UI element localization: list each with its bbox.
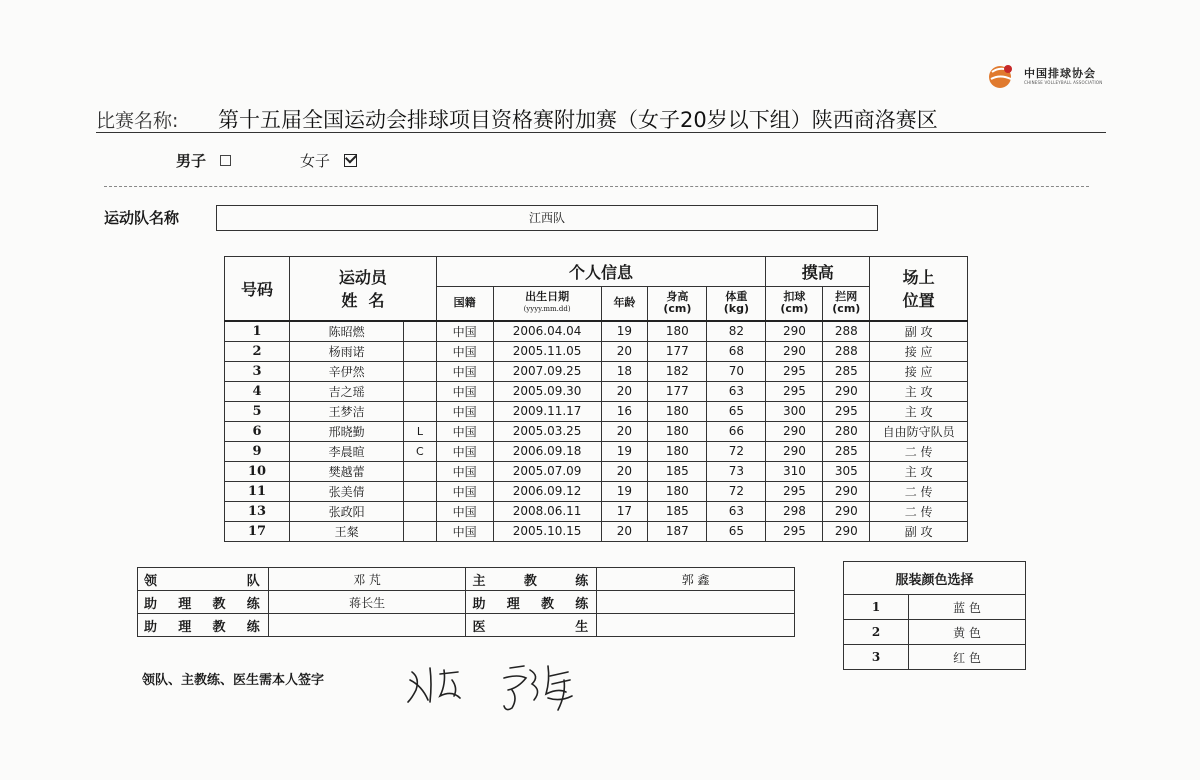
player-birth-date: 2006.09.12 <box>493 481 601 501</box>
gender-male-label: 男子 <box>176 152 207 170</box>
color-option-2-number: 2 <box>844 620 909 645</box>
player-spike-reach: 290 <box>766 421 823 441</box>
header-block <box>823 287 870 321</box>
player-position: 主 攻 <box>870 461 968 481</box>
player-birth-date: 2006.04.04 <box>493 321 601 342</box>
player-block-reach: 285 <box>823 441 870 461</box>
player-weight: 73 <box>707 461 766 481</box>
asst-coach-value-1[interactable]: 蒋长生 <box>268 591 466 614</box>
player-nationality: 中国 <box>436 341 493 361</box>
player-number: 2 <box>225 341 290 361</box>
player-number: 13 <box>225 501 290 521</box>
header-position <box>870 257 968 321</box>
player-spike-reach: 290 <box>766 341 823 361</box>
gender-female-label: 女子 <box>300 152 331 170</box>
header-weight-l1: 体重 <box>725 290 748 304</box>
player-height: 177 <box>648 381 707 401</box>
male-checkbox[interactable] <box>220 155 231 166</box>
head-coach-label: 主教练 <box>466 568 597 591</box>
header-age: 年龄 <box>601 287 648 321</box>
player-nationality: 中国 <box>436 421 493 441</box>
player-block-reach: 280 <box>823 421 870 441</box>
competition-name: 第十五届全国运动会排球项目资格赛附加赛（女子20岁以下组）陕西商洛赛区 <box>218 108 938 132</box>
header-weight <box>707 287 766 321</box>
player-name: 李晨暄 <box>290 441 404 461</box>
player-height: 185 <box>648 501 707 521</box>
player-nationality: 中国 <box>436 481 493 501</box>
player-height: 180 <box>648 481 707 501</box>
player-role-mark <box>404 501 437 521</box>
color-option-2[interactable]: 黄 色 <box>909 620 1026 645</box>
player-age: 20 <box>601 421 648 441</box>
player-weight: 82 <box>707 321 766 342</box>
player-weight: 65 <box>707 521 766 541</box>
table-row <box>225 441 968 461</box>
signature-note: 领队、主教练、医生需本人签字 <box>142 673 325 688</box>
player-birth-date: 2007.09.25 <box>493 361 601 381</box>
player-birth-date: 2009.11.17 <box>493 401 601 421</box>
player-number: 6 <box>225 421 290 441</box>
asst-coach-label-1: 助理教练 <box>138 591 269 614</box>
player-block-reach: 295 <box>823 401 870 421</box>
player-spike-reach: 295 <box>766 361 823 381</box>
asst-coach-value-right[interactable] <box>597 591 795 614</box>
player-role-mark <box>404 521 437 541</box>
player-name: 陈昭燃 <box>290 321 404 342</box>
player-role-mark <box>404 321 437 342</box>
player-birth-date: 2008.06.11 <box>493 501 601 521</box>
competition-line <box>96 104 1106 133</box>
player-nationality: 中国 <box>436 401 493 421</box>
player-weight: 66 <box>707 421 766 441</box>
player-role-mark: L <box>404 421 437 441</box>
player-weight: 63 <box>707 381 766 401</box>
header-block-l1: 拦网 <box>835 290 858 304</box>
asst-coach-value-2[interactable] <box>268 614 466 637</box>
player-number: 5 <box>225 401 290 421</box>
roster-table <box>224 256 968 542</box>
player-height: 180 <box>648 401 707 421</box>
player-name: 王梦洁 <box>290 401 404 421</box>
player-age: 20 <box>601 341 648 361</box>
player-name: 张政阳 <box>290 501 404 521</box>
leader-label: 领队 <box>138 568 269 591</box>
table-row <box>225 481 968 501</box>
asst-coach-label-2: 助理教练 <box>138 614 269 637</box>
player-block-reach: 285 <box>823 361 870 381</box>
player-weight: 65 <box>707 401 766 421</box>
player-spike-reach: 290 <box>766 441 823 461</box>
roster-body <box>225 321 968 542</box>
player-height: 182 <box>648 361 707 381</box>
staff-table <box>137 567 795 637</box>
player-block-reach: 290 <box>823 481 870 501</box>
player-age: 19 <box>601 321 648 342</box>
team-name-field[interactable]: 江西队 <box>216 205 878 231</box>
player-role-mark <box>404 401 437 421</box>
player-name: 樊越蕾 <box>290 461 404 481</box>
player-name: 王粲 <box>290 521 404 541</box>
player-role-mark <box>404 361 437 381</box>
color-option-3-number: 3 <box>844 645 909 670</box>
player-height: 177 <box>648 341 707 361</box>
player-block-reach: 290 <box>823 501 870 521</box>
player-age: 20 <box>601 381 648 401</box>
player-nationality: 中国 <box>436 521 493 541</box>
player-position: 副 攻 <box>870 521 968 541</box>
player-block-reach: 305 <box>823 461 870 481</box>
header-athlete <box>290 257 437 321</box>
player-height: 187 <box>648 521 707 541</box>
handwritten-signatures <box>400 650 600 730</box>
player-nationality: 中国 <box>436 381 493 401</box>
player-role-mark <box>404 381 437 401</box>
player-birth-date: 2005.03.25 <box>493 421 601 441</box>
player-spike-reach: 290 <box>766 321 823 342</box>
player-spike-reach: 310 <box>766 461 823 481</box>
color-option-3[interactable]: 红 色 <box>909 645 1026 670</box>
female-checkbox[interactable] <box>344 154 357 167</box>
player-spike-reach: 295 <box>766 481 823 501</box>
player-spike-reach: 298 <box>766 501 823 521</box>
player-nationality: 中国 <box>436 461 493 481</box>
player-number: 9 <box>225 441 290 461</box>
player-height: 180 <box>648 421 707 441</box>
player-block-reach: 290 <box>823 521 870 541</box>
player-spike-reach: 295 <box>766 521 823 541</box>
player-height: 185 <box>648 461 707 481</box>
player-name: 辛伊然 <box>290 361 404 381</box>
volleyball-logo-icon <box>986 62 1018 90</box>
signature-head-coach <box>504 666 572 710</box>
table-row <box>225 321 968 342</box>
player-number: 4 <box>225 381 290 401</box>
table-row <box>225 381 968 401</box>
player-weight: 72 <box>707 481 766 501</box>
player-weight: 70 <box>707 361 766 381</box>
player-age: 20 <box>601 461 648 481</box>
player-age: 20 <box>601 521 648 541</box>
header-block-l2: (cm) <box>832 302 861 316</box>
table-row <box>225 361 968 381</box>
header-spike-l2: (cm) <box>780 302 809 316</box>
player-age: 19 <box>601 481 648 501</box>
player-name: 邢晓勤 <box>290 421 404 441</box>
table-row <box>225 501 968 521</box>
player-birth-date: 2005.10.15 <box>493 521 601 541</box>
player-weight: 68 <box>707 341 766 361</box>
player-spike-reach: 295 <box>766 381 823 401</box>
doctor-value[interactable] <box>597 614 795 637</box>
player-role-mark <box>404 481 437 501</box>
table-row <box>225 341 968 361</box>
asst-coach-label-right: 助理教练 <box>466 591 597 614</box>
color-option-1-number: 1 <box>844 595 909 620</box>
header-height-l2: (cm) <box>663 302 692 316</box>
header-weight-l2: (kg) <box>723 302 750 316</box>
table-row <box>225 461 968 481</box>
player-nationality: 中国 <box>436 361 493 381</box>
color-option-1[interactable]: 蓝 色 <box>909 595 1026 620</box>
player-position: 二 传 <box>870 481 968 501</box>
header-birth-date <box>493 287 601 321</box>
head-coach-value[interactable]: 郭 鑫 <box>597 568 795 591</box>
player-height: 180 <box>648 321 707 342</box>
divider <box>104 186 1089 187</box>
header-nationality: 国籍 <box>436 287 493 321</box>
player-name: 张美倩 <box>290 481 404 501</box>
gender-female <box>300 150 357 171</box>
player-position: 副 攻 <box>870 321 968 342</box>
player-role-mark <box>404 461 437 481</box>
player-nationality: 中国 <box>436 501 493 521</box>
player-role-mark: C <box>404 441 437 461</box>
player-age: 19 <box>601 441 648 461</box>
player-position: 主 攻 <box>870 401 968 421</box>
player-age: 16 <box>601 401 648 421</box>
logo-text-cn: 中国排球协会 <box>1024 66 1096 80</box>
player-role-mark <box>404 341 437 361</box>
player-position: 二 传 <box>870 441 968 461</box>
signature-leader <box>408 668 460 702</box>
player-number: 10 <box>225 461 290 481</box>
player-position: 自由防守队员 <box>870 421 968 441</box>
player-block-reach: 288 <box>823 341 870 361</box>
player-position: 接 应 <box>870 341 968 361</box>
player-block-reach: 288 <box>823 321 870 342</box>
uniform-color-title: 服装颜色选择 <box>844 562 1026 595</box>
player-position: 二 传 <box>870 501 968 521</box>
player-weight: 72 <box>707 441 766 461</box>
header-height-l1: 身高 <box>666 290 689 304</box>
table-row <box>225 401 968 421</box>
header-position-line1: 场上 <box>902 268 935 288</box>
header-athlete-line2: 姓 名 <box>341 291 385 311</box>
header-reach: 摸高 <box>766 257 870 287</box>
header-birth-date-label: 出生日期 <box>525 290 570 304</box>
header-personal-info: 个人信息 <box>436 257 766 287</box>
player-spike-reach: 300 <box>766 401 823 421</box>
table-row <box>225 521 968 541</box>
team-label: 运动队名称 <box>104 209 180 227</box>
player-number: 11 <box>225 481 290 501</box>
player-block-reach: 290 <box>823 381 870 401</box>
player-name: 吉之瑶 <box>290 381 404 401</box>
header-athlete-line1: 运动员 <box>338 268 387 288</box>
gender-male <box>176 150 231 171</box>
player-weight: 63 <box>707 501 766 521</box>
player-number: 17 <box>225 521 290 541</box>
header-spike <box>766 287 823 321</box>
player-position: 主 攻 <box>870 381 968 401</box>
player-number: 3 <box>225 361 290 381</box>
player-height: 180 <box>648 441 707 461</box>
uniform-color-table <box>843 561 1026 670</box>
header-number: 号码 <box>225 257 290 321</box>
logo-text-en: CHINESE VOLLEYBALL ASSOCIATION <box>1024 79 1103 85</box>
header-position-line2: 位置 <box>902 291 935 311</box>
table-row <box>225 421 968 441</box>
player-number: 1 <box>225 321 290 342</box>
header-height <box>648 287 707 321</box>
player-nationality: 中国 <box>436 321 493 342</box>
player-age: 18 <box>601 361 648 381</box>
association-logo <box>986 62 1102 90</box>
player-name: 杨雨诺 <box>290 341 404 361</box>
player-age: 17 <box>601 501 648 521</box>
player-position: 接 应 <box>870 361 968 381</box>
competition-label: 比赛名称: <box>96 110 179 132</box>
player-nationality: 中国 <box>436 441 493 461</box>
player-birth-date: 2005.11.05 <box>493 341 601 361</box>
header-birth-date-format: (yyyy.mm.dd) <box>523 305 571 314</box>
player-birth-date: 2006.09.18 <box>493 441 601 461</box>
doctor-label: 医生 <box>466 614 597 637</box>
player-birth-date: 2005.09.30 <box>493 381 601 401</box>
header-spike-l1: 扣球 <box>783 290 806 304</box>
player-birth-date: 2005.07.09 <box>493 461 601 481</box>
leader-value[interactable]: 邓 芃 <box>268 568 466 591</box>
